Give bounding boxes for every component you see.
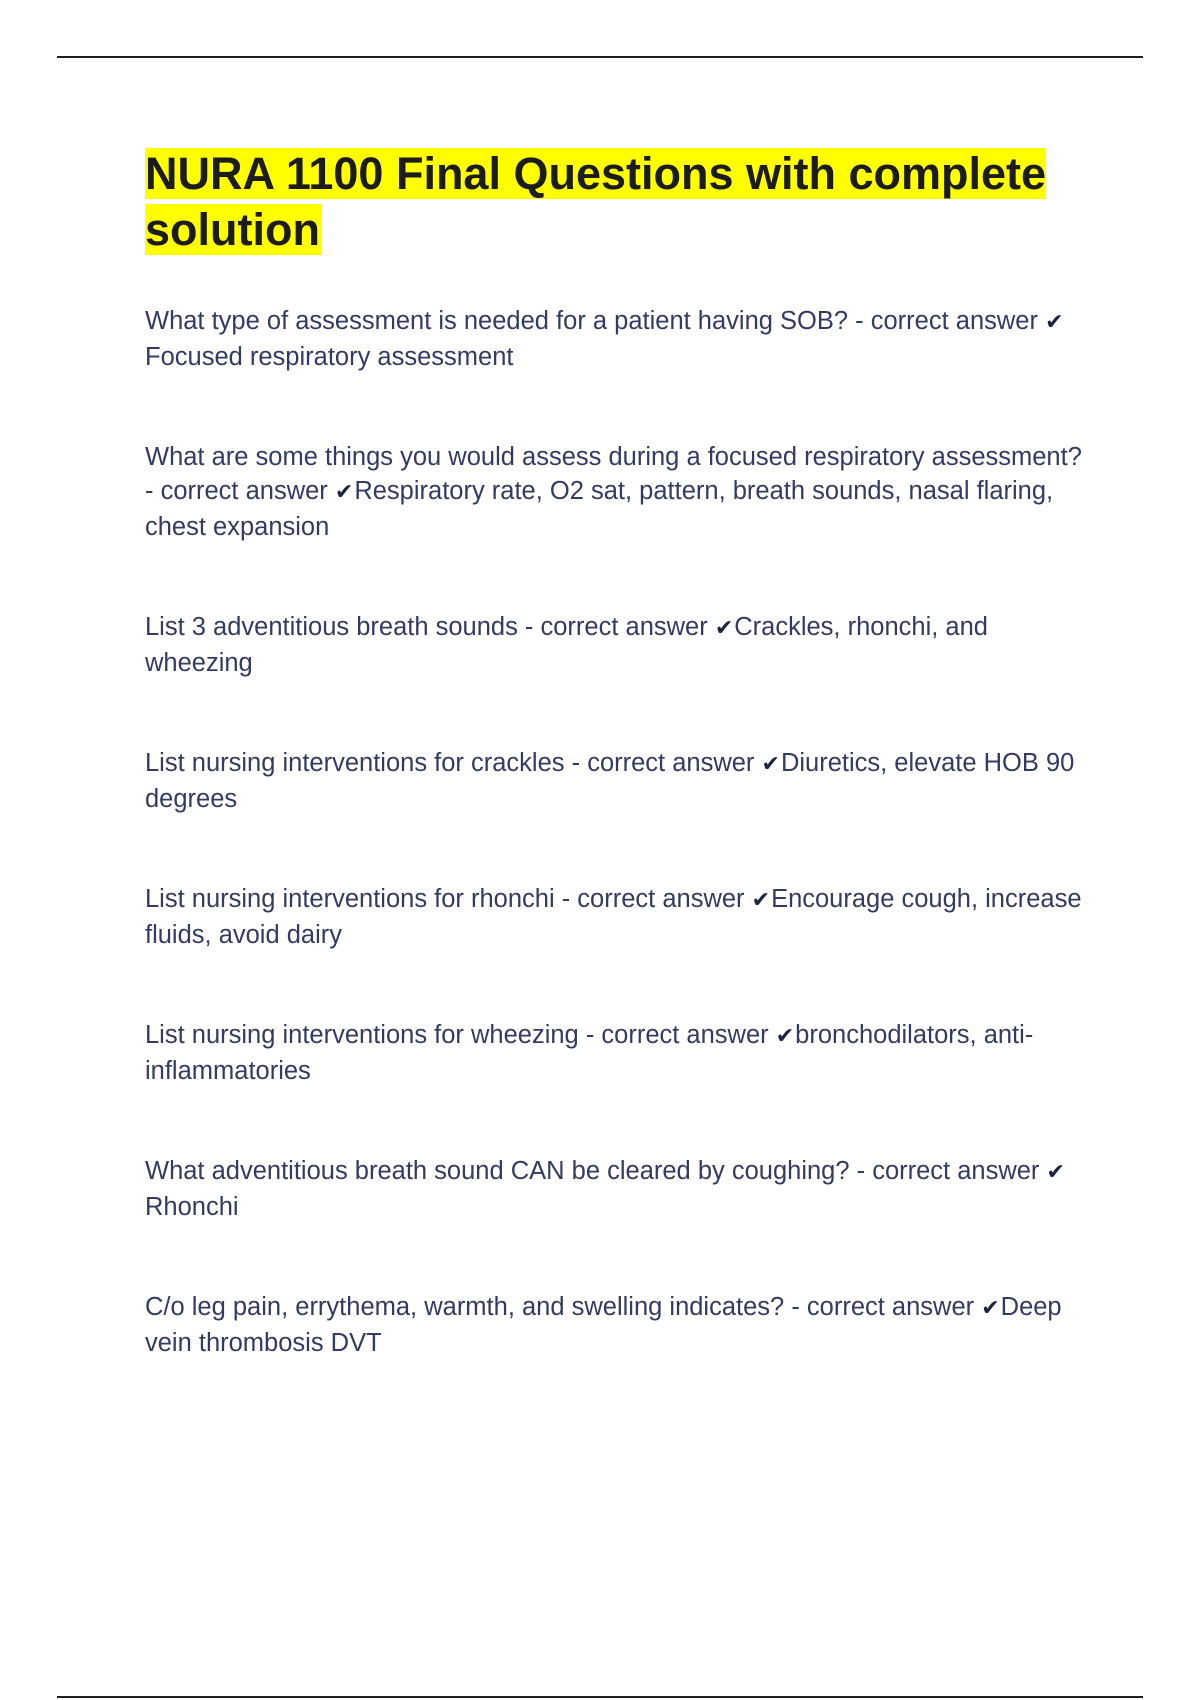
title-highlight: NURA 1100 Final Questions with complete solution xyxy=(145,148,1047,255)
check-icon: ✔ xyxy=(775,1024,795,1049)
answer-marker: - correct answer xyxy=(145,477,328,505)
check-icon: ✔ xyxy=(334,480,354,505)
qa-item xyxy=(145,746,1085,816)
answer-text: Respiratory rate, O2 sat, pattern, breath sounds, nasal flaring, chest expansion xyxy=(145,477,1054,541)
question-text: C/o leg pain, errythema, warmth, and swelling indicates? xyxy=(145,1293,785,1321)
question-text: What adventitious breath sound CAN be cleared by coughing? xyxy=(145,1157,850,1185)
document-title xyxy=(145,146,1085,258)
answer-text: Diuretics, elevate HOB 90 degrees xyxy=(145,749,1075,813)
check-icon: ✔ xyxy=(981,1296,1000,1321)
question-text: What are some things you would assess during a focused respiratory assessment? xyxy=(145,443,1082,471)
qa-item xyxy=(145,1154,1085,1224)
bottom-divider xyxy=(57,1696,1143,1698)
check-icon: ✔ xyxy=(1045,310,1064,335)
question-text: List nursing interventions for crackles xyxy=(145,749,565,777)
answer-marker: - correct answer xyxy=(856,1157,1040,1185)
answer-marker: - correct answer xyxy=(855,307,1038,335)
qa-item xyxy=(145,1018,1085,1088)
question-text: What type of assessment is needed for a patient having SOB? xyxy=(145,307,849,335)
question-text: List 3 adventitious breath sounds xyxy=(145,613,518,641)
answer-marker: - correct answer xyxy=(585,1021,769,1049)
qa-list xyxy=(145,304,1085,1360)
check-icon: ✔ xyxy=(1046,1160,1065,1185)
document-body xyxy=(145,146,1085,1426)
answer-text: Encourage cough, increase fluids, avoid dairy xyxy=(145,885,1082,949)
check-icon: ✔ xyxy=(714,616,734,641)
qa-item xyxy=(145,1290,1085,1360)
check-icon: ✔ xyxy=(751,888,771,913)
answer-text: Deep vein thrombosis DVT xyxy=(145,1293,1062,1357)
question-text: List nursing interventions for wheezing xyxy=(145,1021,579,1049)
check-icon: ✔ xyxy=(761,752,780,777)
question-text: List nursing interventions for rhonchi xyxy=(145,885,555,913)
qa-item xyxy=(145,440,1085,544)
answer-marker: - correct answer xyxy=(791,1293,975,1321)
top-divider xyxy=(57,56,1143,58)
answer-text: Rhonchi xyxy=(145,1193,239,1221)
qa-item xyxy=(145,882,1085,952)
qa-item xyxy=(145,304,1085,374)
answer-text: Crackles, rhonchi, and wheezing xyxy=(145,613,988,677)
answer-marker: - correct answer xyxy=(524,613,708,641)
answer-marker: - correct answer xyxy=(571,749,755,777)
answer-marker: - correct answer xyxy=(561,885,745,913)
answer-text: bronchodilators, anti-inflammatories xyxy=(145,1021,1034,1085)
answer-text: Focused respiratory assessment xyxy=(145,343,514,371)
qa-item xyxy=(145,610,1085,680)
